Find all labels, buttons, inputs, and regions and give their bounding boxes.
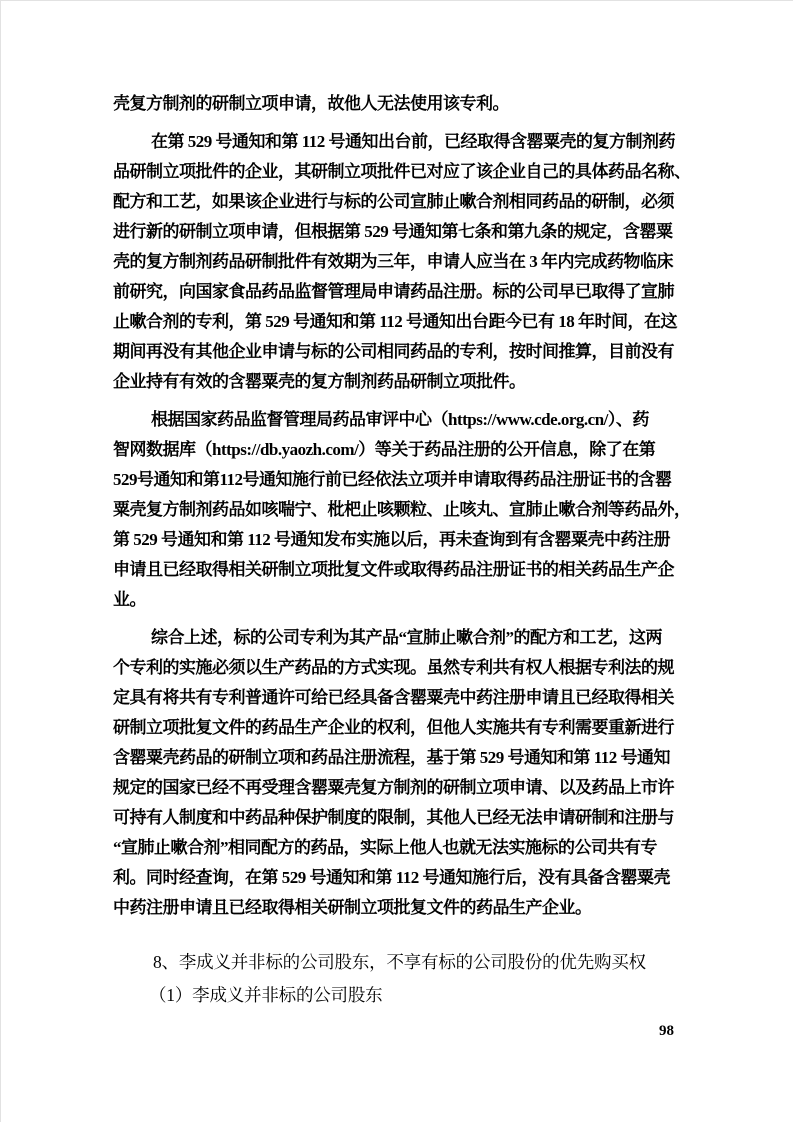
body-text-line: 智网数据库（https://db.yaozh.com/）等关于药品注册的公开信息，除了在第 — [113, 440, 656, 459]
paragraph-conclusion — [113, 623, 753, 923]
body-text-line: 配方和工艺，如果该企业进行与标的公司宣肺止嗽合剂相同药品的研制，必须 — [113, 192, 674, 211]
body-text-line: 企业持有有效的含罂粟壳的复方制剂药品研制立项批件。 — [113, 372, 526, 391]
body-text-line: 申请且已经取得相关研制立项批复文件或取得药品注册证书的相关药品生产企 — [113, 560, 674, 579]
body-text-line: 止嗽合剂的专利，第 529 号通知和第 112 号通知出台距今已有 18 年时间，在这 — [113, 312, 678, 331]
body-text-line: 根据国家药品监督管理局药品审评中心（https://www.cde.org.cn/）、药 — [151, 410, 649, 429]
paragraph-notice-background — [113, 127, 753, 397]
body-text-line: 期间再没有其他企业申请与标的公司相同药品的专利，按时间推算，目前没有 — [113, 342, 674, 361]
body-text-line: 利。同时经查询，在第 529 号通知和第 112 号通知施行后，没有具备含罂粟壳 — [113, 868, 671, 887]
body-text-line: 在第 529 号通知和第 112 号通知出台前，已经取得含罂粟壳的复方制剂药 — [151, 132, 676, 151]
body-text-line: 可持有人制度和中药品种保护制度的限制，其他人已经无法申请研制和注册与 — [113, 808, 674, 827]
body-text-line: 粟壳复方制剂药品如咳喘宁、枇杷止咳颗粒、止咳丸、宣肺止嗽合剂等药品外， — [113, 500, 691, 519]
section-heading: 8、李成义并非标的公司股东，不享有标的公司股份的优先购买权 — [153, 952, 646, 972]
body-text-line: 综合上述，标的公司专利为其产品“宣肺止嗽合剂”的配方和工艺，这两 — [151, 628, 662, 647]
body-text-line: 中药注册申请且已经取得相关研制立项批复文件的药品生产企业。 — [113, 898, 592, 917]
body-text-line: “宣肺止嗽合剂”相同配方的药品，实际上他人也就无法实施标的公司共有专 — [113, 838, 657, 857]
body-text-line: 业。 — [113, 590, 146, 609]
document-body — [113, 89, 753, 1010]
body-text-line: 第 529 号通知和第 112 号通知发布实施以后，再未查询到有含罂粟壳中药注册 — [113, 530, 671, 549]
body-text-line: 研制立项批复文件的药品生产企业的权利，但他人实施共有专利需要重新进行 — [113, 718, 674, 737]
body-text-line: 品研制立项批件的企业，其研制立项批件已对应了该企业自己的具体药品名称、 — [113, 162, 691, 181]
page-number: 98 — [659, 1023, 674, 1039]
paragraph-continuation — [113, 89, 753, 119]
subsection-heading: （1）李成义并非标的公司股东 — [149, 985, 383, 1005]
body-text-line: 壳复方制剂的研制立项申请，故他人无法使用该专利。 — [113, 94, 509, 113]
body-text-line: 定具有将共有专利普通许可给已经具备含罂粟壳中药注册申请且已经取得相关 — [113, 688, 674, 707]
body-text-line: 个专利的实施必须以生产药品的方式实现。虽然专利共有权人根据专利法的规 — [113, 658, 674, 677]
body-text-line: 529号通知和第112号通知施行前已经依法立项并申请取得药品注册证书的含罂 — [113, 470, 672, 489]
body-text-line: 壳的复方制剂药品研制批件有效期为三年，申请人应当在 3 年内完成药物临床 — [113, 252, 673, 271]
body-text-line: 含罂粟壳药品的研制立项和药品注册流程，基于第 529 号通知和第 112 号通知 — [113, 748, 671, 767]
body-text-line: 规定的国家已经不再受理含罂粟壳复方制剂的研制立项申请、以及药品上市许 — [113, 778, 674, 797]
paragraph-registration-info — [113, 405, 753, 615]
body-text-line: 前研究，向国家食品药品监督管理局申请药品注册。标的公司早已取得了宣肺 — [113, 282, 674, 301]
body-text-line: 进行新的研制立项申请，但根据第 529 号通知第七条和第九条的规定，含罂粟 — [113, 222, 673, 241]
